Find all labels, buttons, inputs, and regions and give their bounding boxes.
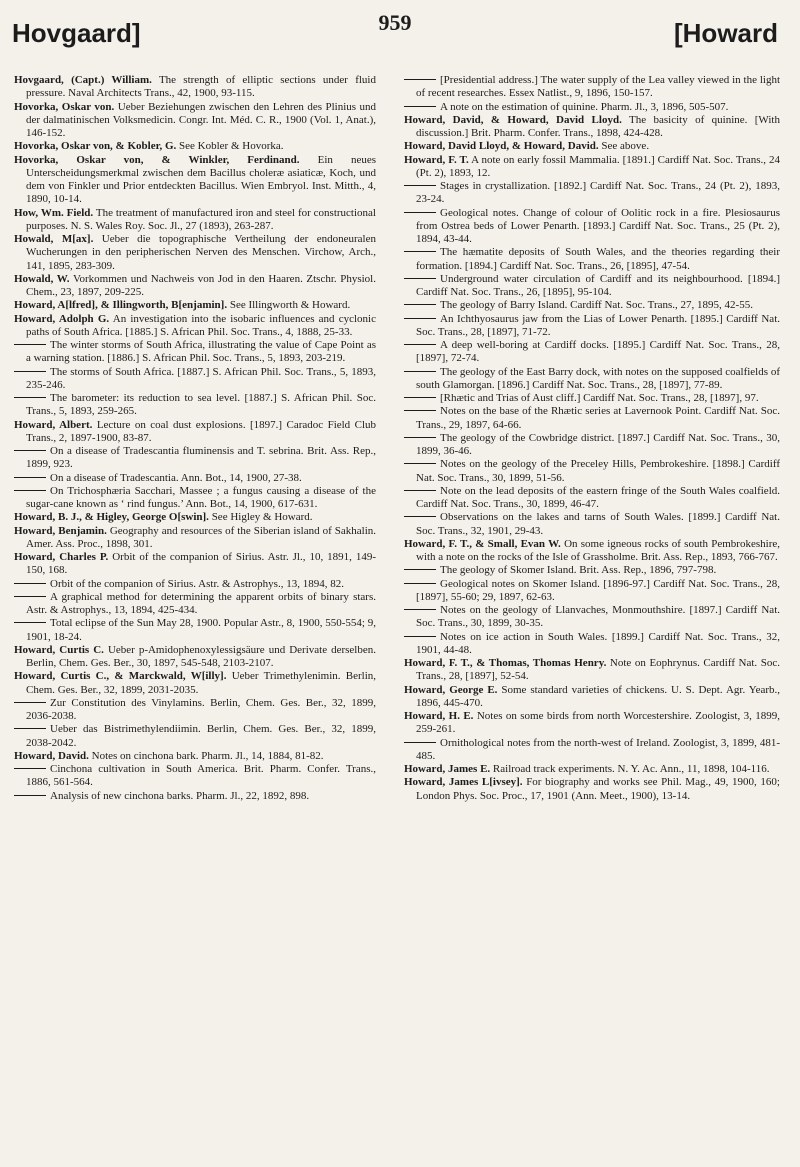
page-header bbox=[12, 10, 778, 58]
ditto-dash bbox=[404, 251, 436, 252]
entry-author: Hovorka, Oskar von, & Kobler, G. bbox=[14, 140, 177, 153]
bibliography-entry bbox=[14, 750, 376, 763]
bibliography-entry bbox=[404, 511, 780, 538]
entry-text: A graphical method for determining the apparent orbits of binary stars. Astr. & Astrophys., 13, 1894, 425-434. bbox=[26, 590, 376, 616]
entry-author: Howald, W. bbox=[14, 272, 70, 285]
entry-text: Ornithological notes from the north-west of Ireland. Zoologist, 3, 1899, 481-485. bbox=[416, 736, 780, 762]
bibliography-entry bbox=[14, 472, 376, 485]
ditto-dash bbox=[14, 702, 46, 703]
ditto-dash bbox=[14, 768, 46, 769]
entry-text: The storms of South Africa. [1887.] S. African Phil. Soc. Trans., 5, 1893, 235-246. bbox=[26, 365, 376, 391]
bibliography-entry bbox=[14, 299, 376, 312]
entry-text: The geology of the East Barry dock, with notes on the supposed coalfields of south Glamorgan. [1896.] Cardiff Nat. Soc. Trans., 28, [1897], 77-89. bbox=[416, 365, 780, 391]
entry-author: Hovorka, Oskar von. bbox=[14, 100, 115, 113]
ditto-dash bbox=[404, 583, 436, 584]
bibliography-entry bbox=[14, 207, 376, 234]
entry-author: Howard, Albert. bbox=[14, 418, 93, 431]
bibliography-entry bbox=[14, 525, 376, 552]
entry-text: For biography and works see Phil. Mag., 49, 1900, 160; London Phys. Soc. Proc., 17, 1901 (Ann. Meet., 1900), 13-14. bbox=[416, 776, 780, 802]
entry-author: Howard, F. T., & Small, Evan W. bbox=[404, 537, 561, 550]
entry-text: The hæmatite deposits of South Wales, and the theories regarding their formation. [1894.] Cardiff Nat. Soc. Trans., 26, [1895], 47-54. bbox=[416, 246, 780, 272]
bibliography-entry bbox=[14, 670, 376, 697]
bibliography-entry bbox=[14, 578, 376, 591]
ditto-dash bbox=[404, 742, 436, 743]
header-right-running-head: [Howard bbox=[674, 18, 778, 48]
entry-text: Vorkommen und Nachweis von Jod in den Haaren. Ztschr. Physiol. Chem., 23, 1897, 209-225. bbox=[26, 272, 376, 298]
entry-author: Howard, George E. bbox=[404, 683, 498, 696]
entry-text: Cinchona cultivation in South America. Brit. Pharm. Confer. Trans., 1886, 561-564. bbox=[26, 763, 376, 789]
ditto-dash bbox=[404, 318, 436, 319]
bibliography-entry bbox=[404, 485, 780, 512]
bibliography-entry bbox=[14, 591, 376, 618]
entry-author: Howard, David, & Howard, David Lloyd. bbox=[404, 113, 622, 126]
ditto-dash bbox=[404, 397, 436, 398]
entry-text: Lecture on coal dust explosions. [1897.] Caradoc Field Club Trans., 2, 1897-1900, 83-87. bbox=[26, 418, 376, 444]
entry-text: Geological notes on Skomer Island. [1896-97.] Cardiff Nat. Soc. Trans., 28, [1897], 55-60; 29, 1897, 62-63. bbox=[416, 577, 780, 603]
ditto-dash bbox=[404, 569, 436, 570]
bibliography-entry bbox=[404, 154, 780, 181]
entry-author: Howard, David Lloyd, & Howard, David. bbox=[404, 140, 599, 153]
entry-author: How, Wm. Field. bbox=[14, 206, 94, 219]
entry-author: Howard, Benjamin. bbox=[14, 524, 107, 537]
bibliography-entry bbox=[14, 392, 376, 419]
bibliography-entry bbox=[14, 233, 376, 273]
entry-author: Howald, M[ax]. bbox=[14, 233, 94, 245]
entry-text: The basicity of quinine. [With discussion.] Brit. Pharm. Confer. Trans., 1898, 424-428. bbox=[416, 113, 780, 139]
entry-author: Hovorka, Oskar von, & Winkler, Ferdinand. bbox=[14, 153, 300, 166]
bibliography-entry bbox=[14, 101, 376, 141]
entry-text: Some standard varieties of chickens. U. S. Dept. Agr. Yearb., 1896, 445-470. bbox=[416, 683, 780, 709]
entry-text: [Presidential address.] The water supply of the Lea valley viewed in the light of recent researches. Essex Natlist., 9, 1896, 150-157. bbox=[416, 74, 780, 100]
bibliography-entry bbox=[404, 392, 780, 405]
entry-text: See Kobler & Hovorka. bbox=[179, 140, 284, 153]
bibliography-entry bbox=[14, 74, 376, 101]
entry-author: Howard, Adolph G. bbox=[14, 312, 110, 325]
bibliography-entry bbox=[14, 419, 376, 446]
entry-text: The barometer: its reduction to sea level. [1887.] S. African Phil. Soc. Trans., 5, 1893, 259-265. bbox=[26, 392, 376, 418]
entry-text: Ueber das Bistrimethylendiimin. Berlin, Chem. Ges. Ber., 32, 1899, 2038-2042. bbox=[26, 723, 376, 749]
bibliography-entry bbox=[404, 458, 780, 485]
bibliography-entry bbox=[14, 140, 376, 153]
bibliography-entry bbox=[404, 657, 780, 684]
left-column bbox=[14, 74, 376, 1167]
bibliography-entry bbox=[404, 776, 780, 803]
entry-text: Ueber Trimethylenimin. Berlin, Chem. Ges. Ber., 32, 1899, 2031-2035. bbox=[26, 670, 376, 696]
ditto-dash bbox=[404, 371, 436, 372]
right-column bbox=[404, 74, 780, 1167]
ditto-dash bbox=[14, 583, 46, 584]
entry-text: Observations on the lakes and tarns of South Wales. [1899.] Cardiff Nat. Soc. Trans., 32, 1901, 29-43. bbox=[416, 511, 780, 537]
bibliography-entry bbox=[404, 313, 780, 340]
entry-text: Orbit of the companion of Sirius. Astr. & Astrophys., 13, 1894, 82. bbox=[50, 577, 344, 590]
entry-text: Ueber Beziehungen zwischen den Lehren des Plinius und der dalmatinischen Volksmedicin. Congr. Int. Méd. C. R., 1900 (Vol. 1, Anat.), 146-152. bbox=[26, 100, 376, 139]
entry-text: Notes on the geology of Llanvaches, Monmouthshire. [1897.] Cardiff Nat. Soc. Trans., 30, 1899, 30-35. bbox=[416, 604, 780, 630]
entry-text: A deep well-boring at Cardiff docks. [1895.] Cardiff Nat. Soc. Trans., 28, [1897], 72-74. bbox=[416, 339, 780, 365]
bibliography-entry bbox=[404, 339, 780, 366]
bibliography-entry bbox=[14, 697, 376, 724]
ditto-dash bbox=[404, 410, 436, 411]
bibliography-entry bbox=[404, 114, 780, 141]
ditto-dash bbox=[14, 596, 46, 597]
bibliography-entry bbox=[404, 578, 780, 605]
ditto-dash bbox=[404, 106, 436, 107]
ditto-dash bbox=[14, 450, 46, 451]
ditto-dash bbox=[404, 185, 436, 186]
entry-author: Howard, James E. bbox=[404, 763, 491, 775]
ditto-dash bbox=[404, 516, 436, 517]
bibliography-entry bbox=[404, 737, 780, 764]
entry-text: The treatment of manufactured iron and steel for constructional purposes. N. S. Wales Roy. Soc. Jl., 27 (1893), 263-287. bbox=[26, 206, 376, 232]
entry-text: Total eclipse of the Sun May 28, 1900. Popular Astr., 8, 1900, 550-554; 9, 1901, 18-24. bbox=[26, 617, 376, 643]
bibliography-entry bbox=[14, 723, 376, 750]
entry-text: The strength of elliptic sections under fluid pressure. Naval Architects Trans., 42, 1900, 93-115. bbox=[26, 74, 376, 100]
bibliography-entry bbox=[404, 684, 780, 711]
bibliography-entry bbox=[404, 207, 780, 247]
ditto-dash bbox=[14, 344, 46, 345]
entry-author: Howard, A[lfred], & Illingworth, B[enjamin]. bbox=[14, 299, 228, 312]
bibliography-entry bbox=[14, 790, 376, 803]
entry-text: Notes on ice action in South Wales. [1899.] Cardiff Nat. Soc. Trans., 32, 1901, 44-48. bbox=[416, 630, 780, 656]
entry-text: Ein neues Unterscheidungsmerkmal zwischen dem Bacillus choleræ asiaticæ, Koch, und dem von Finkler und Prior entdeckten Bacillus. Wien Embryol. Inst. Mitth., 4, 1890, 10-14. bbox=[26, 153, 376, 206]
bibliography-entry bbox=[404, 432, 780, 459]
entry-text: Note on Eophrynus. Cardiff Nat. Soc. Trans., 28, [1897], 52-54. bbox=[416, 657, 780, 683]
ditto-dash bbox=[404, 79, 436, 80]
bibliography-entry bbox=[14, 339, 376, 366]
entry-author: Howard, Charles P. bbox=[14, 551, 109, 563]
bibliography-entry bbox=[404, 273, 780, 300]
bibliography-entry bbox=[404, 101, 780, 114]
ditto-dash bbox=[14, 397, 46, 398]
entry-text: Notes on the base of the Rhætic series at Lavernook Point. Cardiff Nat. Soc. Trans., 29, 1897, 64-66. bbox=[416, 405, 780, 431]
entry-text: Notes on the geology of the Preceley Hills, Pembrokeshire. [1898.] Cardiff Nat. Soc. Trans., 30, 1899, 51-56. bbox=[416, 458, 780, 484]
entry-text: [Rhætic and Trias of Aust cliff.] Cardiff Nat. Soc. Trans., 28, [1897], 97. bbox=[440, 392, 759, 404]
ditto-dash bbox=[14, 622, 46, 623]
entry-author: Howard, H. E. bbox=[404, 710, 474, 722]
entry-text: An investigation into the isobaric influences and cyclonic paths of South Africa. [1885.] S. African Phil. Soc. Trans., 4, 1888, 25-33. bbox=[26, 312, 376, 338]
entry-text: Orbit of the companion of Sirius. Astr. Jl., 10, 1891, 149-150, 168. bbox=[26, 551, 376, 577]
entry-text: The geology of Skomer Island. Brit. Ass. Rep., 1896, 797-798. bbox=[440, 564, 717, 577]
header-left-running-head: Hovgaard] bbox=[12, 18, 141, 48]
entry-author: Howard, F. T. bbox=[404, 153, 469, 166]
entry-text: See Higley & Howard. bbox=[211, 511, 313, 524]
entry-text: Zur Constitution des Vinylamins. Berlin, Chem. Ges. Ber., 32, 1899, 2036-2038. bbox=[26, 696, 376, 722]
bibliography-entry bbox=[404, 180, 780, 207]
bibliography-entry bbox=[14, 551, 376, 578]
ditto-dash bbox=[14, 728, 46, 729]
ditto-dash bbox=[14, 477, 46, 478]
bibliography-entry bbox=[14, 511, 376, 524]
entry-text: The winter storms of South Africa, illustrating the value of Cape Point as a warning station. [1886.] S. African Phil. Soc. Trans., 5, 1893, 203-219. bbox=[26, 339, 376, 365]
bibliography-entry bbox=[404, 564, 780, 577]
ditto-dash bbox=[404, 344, 436, 345]
entry-text: The geology of Barry Island. Cardiff Nat. Soc. Trans., 27, 1895, 42-55. bbox=[440, 299, 753, 312]
bibliography-entry bbox=[404, 710, 780, 737]
bibliography-entry bbox=[404, 140, 780, 153]
entry-text: Note on the lead deposits of the eastern fringe of the South Wales coalfield. Cardiff Nat. Soc. Trans., 30, 1899, 46-47. bbox=[416, 484, 780, 510]
ditto-dash bbox=[404, 609, 436, 610]
entry-author: Howard, F. T., & Thomas, Thomas Henry. bbox=[404, 657, 607, 669]
ditto-dash bbox=[404, 278, 436, 279]
entry-author: Howard, B. J., & Higley, George O[swin]. bbox=[14, 511, 209, 524]
bibliography-entry bbox=[404, 405, 780, 432]
entry-text: A note on the estimation of quinine. Pharm. Jl., 3, 1896, 505-507. bbox=[440, 100, 729, 113]
page-number: 959 bbox=[378, 10, 412, 35]
entry-text: Underground water circulation of Cardiff and its neighbourhood. [1894.] Cardiff Nat. Soc. Trans., 26, [1895], 95-104. bbox=[416, 272, 780, 298]
entry-text: Ueber p-Amidophenoxylessigsäure und Derivate derselben. Berlin, Chem. Ges. Ber., 30, 1897, 545-548, 2103-2107. bbox=[26, 643, 376, 669]
entry-text: A note on early fossil Mammalia. [1891.] Cardiff Nat. Soc. Trans., 24 (Pt. 2), 1893, 12. bbox=[416, 153, 780, 179]
bibliography-entry bbox=[404, 538, 780, 565]
entry-author: Howard, Curtis C. bbox=[14, 643, 104, 656]
entry-text: An Ichthyosaurus jaw from the Lias of Lower Penarth. [1895.] Cardiff Nat. Soc. Trans., 28, [1897], 71-72. bbox=[416, 312, 780, 338]
entry-text: On Trichosphæria Sacchari, Massee ; a fungus causing a disease of the sugar-cane known as ‘ rind fungus.’ Ann. Bot., 14, 1900, 617-631. bbox=[26, 484, 376, 510]
bibliography-entry bbox=[404, 763, 780, 776]
ditto-dash bbox=[14, 490, 46, 491]
bibliography-entry bbox=[14, 445, 376, 472]
entry-text: See above. bbox=[601, 140, 650, 153]
ditto-dash bbox=[404, 463, 436, 464]
entry-text: Geography and resources of the Siberian island of Sakhalin. Amer. Ass. Proc., 1898, 301. bbox=[26, 524, 376, 550]
bibliography-entry bbox=[404, 299, 780, 312]
entry-author: Howard, David. bbox=[14, 749, 89, 762]
bibliography-entry bbox=[404, 74, 780, 101]
entry-text: On some igneous rocks of south Pembrokeshire, with a note on the rocks of the Isle of Grassholme. Brit. Ass. Rep., 1893, 766-767. bbox=[416, 537, 780, 563]
bibliography-entry bbox=[14, 273, 376, 300]
ditto-dash bbox=[404, 212, 436, 213]
bibliography-entry bbox=[14, 485, 376, 512]
entry-text: Ueber die topographische Vertheilung der endoneuralen Wucherungen in den peripherischen Nerven des Menschen. Virchow, Arch., 141, 1895, 283-309. bbox=[26, 233, 376, 272]
bibliography-entry bbox=[14, 644, 376, 671]
entry-text: See Illingworth & Howard. bbox=[229, 299, 351, 312]
entry-text: Geological notes. Change of colour of Oolitic rock in a fire. Plesiosaurus from Ostrea beds of Lower Penarth. [1893.] Cardiff Nat. Soc. Trans., 25 (Pt. 2), 1894, 43-44. bbox=[416, 206, 780, 245]
bibliography-entry bbox=[14, 617, 376, 644]
ditto-dash bbox=[14, 371, 46, 372]
bibliography-entry bbox=[14, 154, 376, 207]
entry-text: On a disease of Tradescantia. Ann. Bot., 14, 1900, 27-38. bbox=[50, 471, 302, 484]
bibliography-entry bbox=[14, 366, 376, 393]
entry-author: Howard, James L[ivsey]. bbox=[404, 776, 523, 789]
bibliography-entry bbox=[14, 763, 376, 790]
bibliography-entry bbox=[404, 631, 780, 658]
entry-text: Notes on some birds from north Worcestershire. Zoologist, 3, 1899, 259-261. bbox=[416, 710, 780, 736]
bibliography-entry bbox=[14, 313, 376, 340]
ditto-dash bbox=[404, 437, 436, 438]
bibliography-entry bbox=[404, 366, 780, 393]
ditto-dash bbox=[404, 304, 436, 305]
bibliography-entry bbox=[404, 246, 780, 273]
ditto-dash bbox=[404, 636, 436, 637]
entry-text: Stages in crystallization. [1892.] Cardiff Nat. Soc. Trans., 24 (Pt. 2), 1893, 23-24. bbox=[416, 180, 780, 206]
bibliography-entry bbox=[404, 604, 780, 631]
entry-text: Analysis of new cinchona barks. Pharm. Jl., 22, 1892, 898. bbox=[50, 789, 310, 802]
entry-text: Notes on cinchona bark. Pharm. Jl., 14, 1884, 81-82. bbox=[91, 749, 324, 762]
entry-author: Hovgaard, (Capt.) William. bbox=[14, 74, 152, 86]
ditto-dash bbox=[14, 795, 46, 796]
ditto-dash bbox=[404, 490, 436, 491]
entry-text: Railroad track experiments. N. Y. Ac. Ann., 11, 1898, 104-116. bbox=[492, 763, 770, 775]
entry-author: Howard, Curtis C., & Marckwald, W[illy]. bbox=[14, 670, 227, 683]
entry-text: On a disease of Tradescantia fluminensis and T. sebrina. Brit. Ass. Rep., 1899, 923. bbox=[26, 445, 376, 471]
entry-text: The geology of the Cowbridge district. [1897.] Cardiff Nat. Soc. Trans., 30, 1899, 36-46. bbox=[416, 431, 780, 457]
